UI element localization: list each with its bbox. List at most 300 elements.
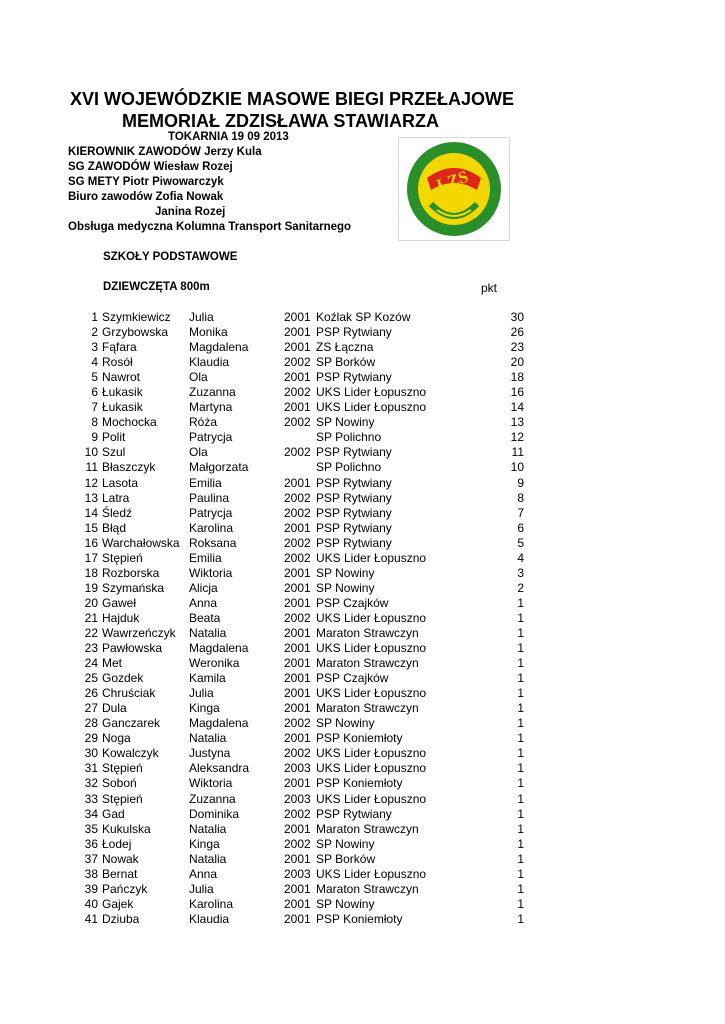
school-cell: PSP Rytwiany: [316, 490, 392, 505]
place-cell: 18: [84, 565, 98, 580]
school-cell: UKS Lider Łopuszno: [316, 400, 427, 415]
first-name-cell: Małgorzata: [189, 460, 249, 475]
points-column-header: pkt: [481, 281, 498, 295]
surname-cell: Bernat: [102, 866, 138, 881]
points-cell: 1: [517, 911, 524, 926]
table-row: [0, 581, 725, 596]
first-name-cell: Aleksandra: [189, 761, 250, 776]
table-row: [0, 656, 725, 671]
points-cell: 1: [517, 701, 524, 716]
first-name-cell: Justyna: [189, 746, 231, 761]
table-row: [0, 476, 725, 491]
place-cell: 31: [84, 761, 98, 776]
birth-year-cell: 2001: [284, 731, 311, 746]
school-cell: PSP Koniemłoty: [316, 776, 403, 791]
points-cell: 1: [517, 761, 524, 776]
points-cell: 1: [517, 731, 524, 746]
table-row: [0, 611, 725, 626]
points-cell: 1: [517, 746, 524, 761]
results-table: [0, 310, 725, 927]
place-cell: 36: [84, 836, 98, 851]
birth-year-cell: 2002: [284, 806, 311, 821]
table-row: [0, 430, 725, 445]
first-name-cell: Zuzanna: [189, 385, 236, 400]
points-cell: 1: [517, 836, 524, 851]
table-row: [0, 716, 725, 731]
first-name-cell: Natalia: [189, 821, 227, 836]
points-cell: 1: [517, 851, 524, 866]
table-row: [0, 761, 725, 776]
points-cell: 1: [517, 776, 524, 791]
table-row: [0, 506, 725, 521]
points-cell: 20: [510, 355, 524, 370]
category-heading: DZIEWCZĘTA 800m: [103, 281, 210, 293]
official-finish-judge: SG METY Piotr Piwowarczyk: [68, 176, 224, 188]
points-cell: 1: [517, 625, 524, 640]
school-cell: SP Nowiny: [316, 415, 375, 430]
surname-cell: Rozborska: [102, 565, 160, 580]
table-row: [0, 400, 725, 415]
surname-cell: Polit: [102, 430, 126, 445]
place-cell: 40: [84, 896, 98, 911]
lzs-logo: [398, 137, 510, 241]
official-office-2: Janina Rozej: [155, 206, 226, 218]
points-cell: 7: [517, 505, 524, 520]
birth-year-cell: 2001: [284, 595, 311, 610]
table-row: [0, 596, 725, 611]
table-row: [0, 882, 725, 897]
table-row: [0, 776, 725, 791]
surname-cell: Gaweł: [102, 595, 137, 610]
points-cell: 1: [517, 716, 524, 731]
birth-year-cell: 2003: [284, 761, 311, 776]
birth-year-cell: 2001: [284, 400, 311, 415]
surname-cell: Łukasik: [102, 385, 143, 400]
surname-cell: Grzybowska: [102, 325, 169, 340]
first-name-cell: Dominika: [189, 806, 240, 821]
surname-cell: Gajek: [102, 896, 134, 911]
birth-year-cell: 2002: [284, 490, 311, 505]
place-cell: 41: [84, 911, 98, 926]
points-cell: 10: [510, 460, 524, 475]
school-cell: PSP Czajków: [316, 671, 389, 686]
school-cell: Maraton Strawczyn: [316, 821, 419, 836]
first-name-cell: Karolina: [189, 520, 234, 535]
school-cell: UKS Lider Łopuszno: [316, 866, 427, 881]
points-cell: 4: [517, 550, 524, 565]
surname-cell: Lasota: [102, 475, 139, 490]
school-cell: UKS Lider Łopuszno: [316, 761, 427, 776]
school-cell: UKS Lider Łopuszno: [316, 746, 427, 761]
logo-lettering: LZS: [434, 166, 471, 195]
birth-year-cell: 2001: [284, 370, 311, 385]
birth-year-cell: 2001: [284, 881, 311, 896]
points-cell: 11: [511, 445, 524, 460]
first-name-cell: Emilia: [189, 475, 222, 490]
school-cell: PSP Rytwiany: [316, 475, 392, 490]
surname-cell: Chruściak: [102, 686, 156, 701]
birth-year-cell: 2002: [284, 610, 311, 625]
school-cell: PSP Rytwiany: [316, 505, 392, 520]
place-cell: 9: [91, 430, 98, 445]
points-cell: 1: [517, 866, 524, 881]
first-name-cell: Patrycja: [189, 505, 233, 520]
table-row: [0, 370, 725, 385]
birth-year-cell: 2001: [284, 641, 311, 656]
birth-year-cell: 2002: [284, 746, 311, 761]
points-cell: 5: [517, 535, 524, 550]
place-cell: 4: [91, 355, 98, 370]
surname-cell: Kukulska: [102, 821, 151, 836]
section-heading: SZKOŁY PODSTAWOWE: [103, 251, 238, 263]
official-medical: Obsługa medyczna Kolumna Transport Sanitarnego: [68, 221, 352, 233]
surname-cell: Łukasik: [102, 400, 143, 415]
points-cell: 14: [510, 400, 524, 415]
birth-year-cell: 2001: [284, 520, 311, 535]
points-cell: 16: [510, 385, 524, 400]
table-row: [0, 385, 725, 400]
surname-cell: Śledź: [102, 505, 133, 520]
points-cell: 2: [517, 580, 524, 595]
event-date-location: TOKARNIA 19 09 2013: [168, 131, 289, 143]
surname-cell: Fąfara: [102, 340, 137, 355]
points-cell: 1: [517, 791, 524, 806]
first-name-cell: Emilia: [189, 550, 222, 565]
birth-year-cell: 2003: [284, 866, 311, 881]
table-row: [0, 521, 725, 536]
school-cell: UKS Lider Łopuszno: [316, 385, 427, 400]
birth-year-cell: 2001: [284, 671, 311, 686]
table-row: [0, 340, 725, 355]
table-row: [0, 837, 725, 852]
points-cell: 1: [517, 656, 524, 671]
table-row: [0, 701, 725, 716]
surname-cell: Met: [102, 656, 123, 671]
birth-year-cell: 2002: [284, 415, 311, 430]
birth-year-cell: 2001: [284, 656, 311, 671]
first-name-cell: Karolina: [189, 896, 234, 911]
first-name-cell: Julia: [189, 881, 214, 896]
first-name-cell: Klaudia: [189, 355, 230, 370]
first-name-cell: Julia: [189, 310, 214, 324]
table-row: [0, 325, 725, 340]
surname-cell: Warchałowska: [102, 535, 180, 550]
first-name-cell: Monika: [189, 325, 228, 340]
school-cell: PSP Koniemłoty: [316, 731, 403, 746]
table-row: [0, 355, 725, 370]
birth-year-cell: 2003: [284, 791, 311, 806]
place-cell: 13: [84, 490, 98, 505]
table-row: [0, 686, 725, 701]
surname-cell: Nawrot: [102, 370, 141, 385]
place-cell: 25: [84, 671, 98, 686]
points-cell: 1: [517, 641, 524, 656]
surname-cell: Dziuba: [102, 911, 140, 926]
first-name-cell: Patrycja: [189, 430, 233, 445]
school-cell: UKS Lider Łopuszno: [316, 641, 427, 656]
school-cell: SP Nowiny: [316, 716, 375, 731]
points-cell: 1: [517, 896, 524, 911]
first-name-cell: Kamila: [189, 671, 226, 686]
school-cell: PSP Czajków: [316, 595, 389, 610]
points-cell: 1: [517, 671, 524, 686]
surname-cell: Gad: [102, 806, 125, 821]
first-name-cell: Natalia: [189, 851, 227, 866]
points-cell: 23: [510, 340, 524, 355]
first-name-cell: Natalia: [189, 625, 227, 640]
first-name-cell: Magdalena: [189, 641, 249, 656]
school-cell: Maraton Strawczyn: [316, 656, 419, 671]
table-row: [0, 867, 725, 882]
school-cell: Maraton Strawczyn: [316, 625, 419, 640]
table-row: [0, 822, 725, 837]
place-cell: 32: [84, 776, 98, 791]
school-cell: PSP Rytwiany: [316, 445, 392, 460]
place-cell: 20: [84, 595, 98, 610]
first-name-cell: Zuzanna: [189, 791, 236, 806]
school-cell: SP Nowiny: [316, 580, 375, 595]
place-cell: 8: [91, 415, 98, 430]
first-name-cell: Ola: [189, 370, 208, 385]
points-cell: 1: [517, 595, 524, 610]
birth-year-cell: 2002: [284, 716, 311, 731]
birth-year-cell: 2001: [284, 580, 311, 595]
school-cell: SP Borków: [316, 355, 376, 370]
school-cell: UKS Lider Łopuszno: [316, 791, 427, 806]
birth-year-cell: 2002: [284, 505, 311, 520]
surname-cell: Pawłowska: [102, 641, 163, 656]
surname-cell: Hajduk: [102, 610, 140, 625]
table-row: [0, 807, 725, 822]
first-name-cell: Alicja: [189, 580, 218, 595]
surname-cell: Ganczarek: [102, 716, 161, 731]
first-name-cell: Wiktoria: [189, 776, 233, 791]
place-cell: 21: [84, 610, 98, 625]
school-cell: PSP Koniemłoty: [316, 911, 403, 926]
surname-cell: Kowalczyk: [102, 746, 159, 761]
first-name-cell: Anna: [189, 595, 218, 610]
first-name-cell: Magdalena: [189, 716, 249, 731]
birth-year-cell: 2001: [284, 325, 311, 340]
surname-cell: Gozdek: [102, 671, 144, 686]
surname-cell: Szul: [102, 445, 126, 460]
surname-cell: Szymkiewicz: [102, 310, 171, 324]
table-row: [0, 746, 725, 761]
birth-year-cell: 2001: [284, 896, 311, 911]
school-cell: UKS Lider Łopuszno: [316, 686, 427, 701]
points-cell: 1: [517, 686, 524, 701]
place-cell: 39: [84, 881, 98, 896]
birth-year-cell: 2001: [284, 475, 311, 490]
place-cell: 34: [84, 806, 98, 821]
school-cell: PSP Rytwiany: [316, 535, 392, 550]
first-name-cell: Weronika: [189, 656, 240, 671]
school-cell: SP Nowiny: [316, 896, 375, 911]
place-cell: 1: [91, 310, 98, 324]
birth-year-cell: 2001: [284, 625, 311, 640]
first-name-cell: Martyna: [189, 400, 233, 415]
first-name-cell: Kinga: [189, 701, 220, 716]
place-cell: 26: [84, 686, 98, 701]
school-cell: PSP Rytwiany: [316, 370, 392, 385]
place-cell: 28: [84, 716, 98, 731]
surname-cell: Dula: [102, 701, 127, 716]
table-row: [0, 626, 725, 641]
birth-year-cell: 2002: [284, 385, 311, 400]
birth-year-cell: 2002: [284, 355, 311, 370]
birth-year-cell: 2001: [284, 701, 311, 716]
points-cell: 13: [510, 415, 524, 430]
surname-cell: Błąd: [102, 520, 127, 535]
place-cell: 33: [84, 791, 98, 806]
birth-year-cell: 2001: [284, 340, 311, 355]
surname-cell: Latra: [102, 490, 130, 505]
first-name-cell: Natalia: [189, 731, 227, 746]
surname-cell: Nowak: [102, 851, 139, 866]
points-cell: 9: [517, 475, 524, 490]
table-row: [0, 731, 725, 746]
school-cell: Maraton Strawczyn: [316, 881, 419, 896]
table-row: [0, 415, 725, 430]
official-office: Biuro zawodów Zofia Nowak: [68, 191, 224, 203]
first-name-cell: Kinga: [189, 836, 220, 851]
document-subtitle: MEMORIAŁ ZDZISŁAWA STAWIARZA: [122, 111, 439, 131]
table-row: [0, 897, 725, 912]
points-cell: 18: [510, 370, 524, 385]
first-name-cell: Wiktoria: [189, 565, 233, 580]
place-cell: 2: [91, 325, 98, 340]
table-row: [0, 566, 725, 581]
surname-cell: Łodej: [102, 836, 132, 851]
document-title: XVI WOJEWÓDZKIE MASOWE BIEGI PRZEŁAJOWE: [70, 89, 515, 109]
school-cell: SP Nowiny: [316, 565, 375, 580]
place-cell: 19: [84, 580, 98, 595]
points-cell: 1: [517, 821, 524, 836]
school-cell: PSP Rytwiany: [316, 520, 392, 535]
table-row: [0, 536, 725, 551]
points-cell: 8: [517, 490, 524, 505]
place-cell: 38: [84, 866, 98, 881]
birth-year-cell: 2001: [284, 851, 311, 866]
table-row: [0, 445, 725, 460]
place-cell: 29: [84, 731, 98, 746]
place-cell: 3: [91, 340, 98, 355]
place-cell: 12: [84, 475, 98, 490]
surname-cell: Mochocka: [102, 415, 157, 430]
school-cell: SP Nowiny: [316, 836, 375, 851]
school-cell: PSP Rytwiany: [316, 806, 392, 821]
table-row: [0, 671, 725, 686]
place-cell: 5: [91, 370, 98, 385]
table-row: [0, 460, 725, 475]
surname-cell: Stępień: [102, 761, 143, 776]
place-cell: 35: [84, 821, 98, 836]
place-cell: 22: [84, 625, 98, 640]
birth-year-cell: 2001: [284, 686, 311, 701]
table-row: [0, 491, 725, 506]
place-cell: 16: [84, 535, 98, 550]
birth-year-cell: 2002: [284, 535, 311, 550]
points-cell: 6: [517, 520, 524, 535]
school-cell: Maraton Strawczyn: [316, 701, 419, 716]
surname-cell: Soboń: [102, 776, 137, 791]
points-cell: 30: [510, 310, 524, 324]
school-cell: ZS Łączna: [316, 340, 374, 355]
points-cell: 1: [517, 806, 524, 821]
place-cell: 23: [84, 641, 98, 656]
first-name-cell: Anna: [189, 866, 218, 881]
points-cell: 1: [517, 881, 524, 896]
first-name-cell: Beata: [189, 610, 221, 625]
school-cell: UKS Lider Łopuszno: [316, 550, 427, 565]
place-cell: 11: [85, 460, 98, 475]
surname-cell: Stępień: [102, 791, 143, 806]
first-name-cell: Roksana: [189, 535, 237, 550]
school-cell: SP Polichno: [316, 460, 382, 475]
official-director: KIEROWNIK ZAWODÓW Jerzy Kula: [68, 146, 262, 158]
place-cell: 10: [84, 445, 98, 460]
birth-year-cell: 2002: [284, 836, 311, 851]
school-cell: Koźlak SP Kozów: [316, 310, 411, 324]
place-cell: 14: [84, 505, 98, 520]
points-cell: 12: [510, 430, 524, 445]
surname-cell: Błaszczyk: [102, 460, 156, 475]
place-cell: 27: [84, 701, 98, 716]
points-cell: 1: [517, 610, 524, 625]
points-cell: 3: [517, 565, 524, 580]
table-row: [0, 310, 725, 325]
surname-cell: Pańczyk: [102, 881, 148, 896]
surname-cell: Rosół: [102, 355, 133, 370]
place-cell: 30: [84, 746, 98, 761]
points-cell: 26: [510, 325, 524, 340]
birth-year-cell: 2001: [284, 776, 311, 791]
birth-year-cell: 2001: [284, 821, 311, 836]
table-row: [0, 551, 725, 566]
first-name-cell: Ola: [189, 445, 208, 460]
place-cell: 17: [84, 550, 98, 565]
first-name-cell: Róża: [189, 415, 218, 430]
place-cell: 37: [84, 851, 98, 866]
surname-cell: Stępień: [102, 550, 143, 565]
table-row: [0, 641, 725, 656]
school-cell: PSP Rytwiany: [316, 325, 392, 340]
school-cell: SP Polichno: [316, 430, 382, 445]
school-cell: UKS Lider Łopuszno: [316, 610, 427, 625]
school-cell: SP Borków: [316, 851, 376, 866]
surname-cell: Wawrzeńczyk: [102, 625, 176, 640]
table-row: [0, 792, 725, 807]
surname-cell: Noga: [102, 731, 131, 746]
table-row: [0, 852, 725, 867]
place-cell: 6: [91, 385, 98, 400]
first-name-cell: Klaudia: [189, 911, 230, 926]
birth-year-cell: 2002: [284, 550, 311, 565]
birth-year-cell: 2002: [284, 445, 311, 460]
birth-year-cell: 2001: [284, 565, 311, 580]
birth-year-cell: 2001: [284, 310, 311, 324]
place-cell: 24: [84, 656, 98, 671]
place-cell: 15: [84, 520, 98, 535]
surname-cell: Szymańska: [102, 580, 165, 595]
birth-year-cell: 2001: [284, 911, 311, 926]
place-cell: 7: [91, 400, 98, 415]
table-row: [0, 912, 725, 927]
first-name-cell: Magdalena: [189, 340, 249, 355]
first-name-cell: Julia: [189, 686, 214, 701]
first-name-cell: Paulina: [189, 490, 230, 505]
official-chief-judge: SG ZAWODÓW Wiesław Rozej: [68, 161, 233, 173]
